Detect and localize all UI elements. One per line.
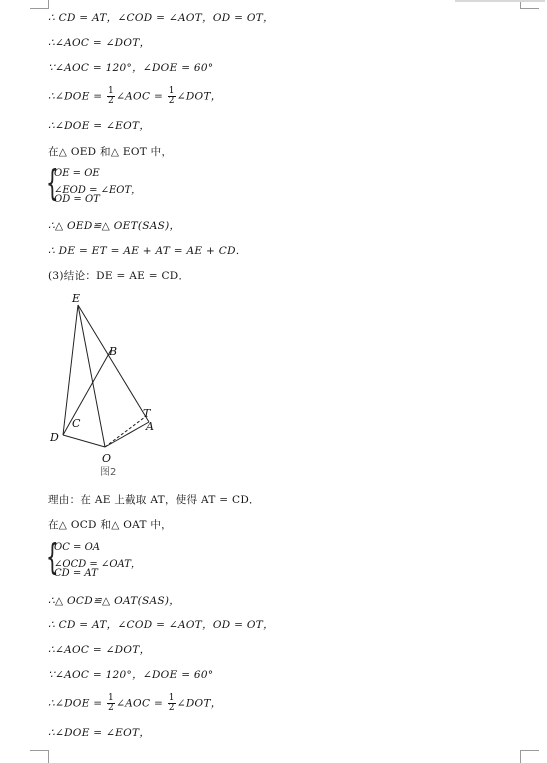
- system-row: OD = OT: [54, 194, 100, 205]
- crop-mark-top-left: [30, 0, 49, 9]
- segment-DO: [63, 435, 105, 447]
- proof-line: 在△ OCD 和△ OAT 中，: [48, 519, 172, 531]
- label-O: O: [102, 452, 112, 465]
- system-row: ∠OCD = ∠OAT，: [54, 559, 141, 570]
- label-C: C: [72, 417, 81, 430]
- proof-line: ∴ CD = AT，∠COD = ∠AOT，OD = OT，: [48, 619, 274, 631]
- fraction-numerator: 1: [108, 86, 115, 96]
- label-T: T: [143, 407, 151, 420]
- proof-line: ∴△ OED≌△ OET(SAS)，: [48, 220, 181, 232]
- proof-line: ∴∠DOE = ∠EOT，: [48, 727, 151, 739]
- segment-OA: [105, 422, 149, 447]
- label-D: D: [50, 431, 59, 444]
- crop-mark-bottom-left: [30, 750, 49, 763]
- fraction: [168, 87, 176, 106]
- segment-DB: [63, 350, 111, 435]
- text-segment: ∴∠DOE =: [48, 90, 107, 103]
- system-row: OC = OA: [54, 542, 101, 553]
- fraction: [107, 87, 115, 106]
- proof-line: ∴∠AOC = ∠DOT，: [48, 644, 151, 656]
- label-B: B: [109, 345, 118, 358]
- segment-ED: [63, 305, 78, 435]
- segment-OT-dashed: [105, 417, 145, 447]
- text-segment: ∠DOT，: [176, 90, 222, 103]
- figure-caption: 图2: [100, 467, 117, 478]
- brace-symbol: {: [46, 537, 59, 578]
- label-A: A: [146, 420, 154, 433]
- proof-line: 在△ OED 和△ EOT 中，: [48, 146, 173, 158]
- fraction-denominator: 2: [168, 96, 175, 106]
- fraction-denominator: 2: [108, 703, 115, 713]
- crop-mark-bottom-right: [520, 750, 539, 763]
- proof-line: ∴∠DOE = ∠EOT，: [48, 120, 151, 132]
- fraction: [168, 694, 176, 713]
- proof-line: 理由：在 AE 上截取 AT，使得 AT = CD．: [48, 494, 260, 506]
- fraction-numerator: 1: [168, 86, 175, 96]
- label-E: E: [72, 292, 81, 305]
- proof-line: ∴ DE = ET = AE + AT = AE + CD．: [48, 245, 247, 257]
- proof-line: ∵∠AOC = 120°，∠DOE = 60°: [48, 62, 214, 74]
- proof-line: ∴∠AOC = ∠DOT，: [48, 37, 151, 49]
- proof-line: ∴△ OCD≌△ OAT(SAS)，: [48, 595, 181, 607]
- proof-line-fraction: [48, 87, 222, 106]
- text-segment: ∠DOT，: [176, 697, 222, 710]
- page-edge-bar: [455, 0, 545, 2]
- fraction-numerator: 1: [168, 693, 175, 703]
- text-segment: ∴∠DOE =: [48, 697, 107, 710]
- geometry-figure: [40, 290, 180, 480]
- fraction-denominator: 2: [168, 703, 175, 713]
- fraction-denominator: 2: [108, 96, 115, 106]
- brace-symbol: {: [46, 163, 59, 204]
- proof-line-fraction: [48, 694, 222, 713]
- fraction: [107, 694, 115, 713]
- system-row: ∠EOD = ∠EOT，: [54, 185, 142, 196]
- text-segment: ∠AOC =: [116, 697, 167, 710]
- system-row: CD = AT: [54, 568, 98, 579]
- text-segment: ∠AOC =: [116, 90, 167, 103]
- system-row: OE = OE: [54, 168, 100, 179]
- proof-line: ∵∠AOC = 120°，∠DOE = 60°: [48, 669, 214, 681]
- fraction-numerator: 1: [108, 693, 115, 703]
- proof-line: (3)结论：DE = AE = CD．: [48, 270, 190, 282]
- proof-line: ∴ CD = AT，∠COD = ∠AOT，OD = OT，: [48, 12, 274, 24]
